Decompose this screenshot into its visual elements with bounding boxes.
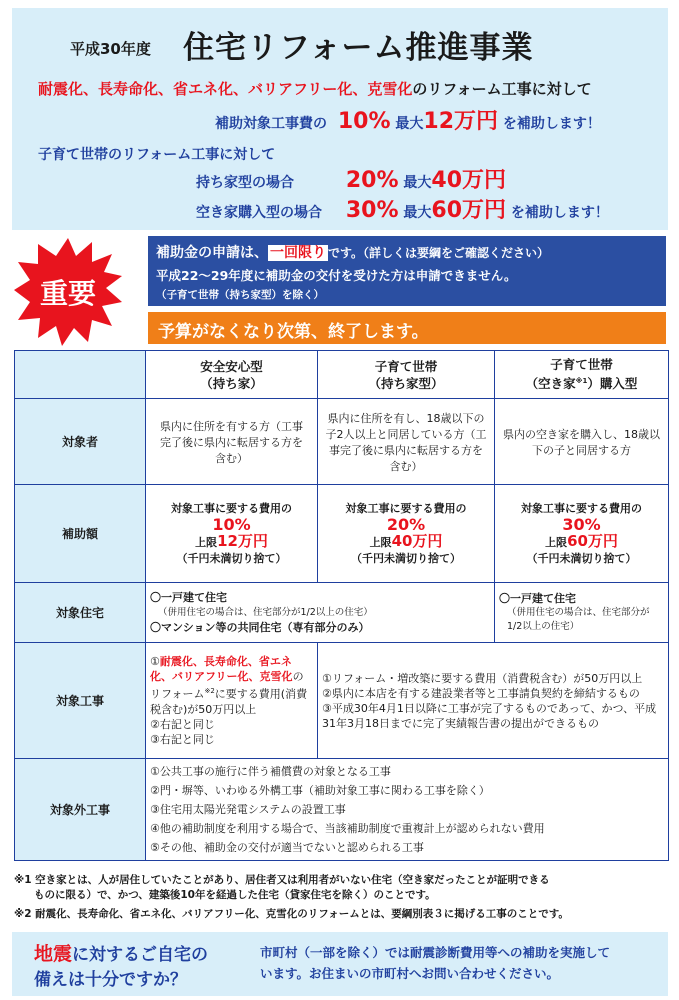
works-common: ①リフォーム・増改築に要する費用（消費税含む）が50万円以上 ②県内に本店を有する建設業者等と工事請負契約を締結するもの ③平成30年4月1日以降に工事が完了するものであって、かつ、平成31年3月18日までに完了実績報告書の提出ができるもの — [318, 643, 669, 759]
row-label-excluded: 対象外工事 — [15, 759, 146, 861]
fiscal-year-label: 平成30年度 — [70, 40, 151, 58]
excluded-works: ①公共工事の施行に伴う補償費の対象となる工事 ②門・塀等、いわゆる外構工事（補助対象工事に関わる工事を除く） ③住宅用太陽光発電システムの設置工事 ④他の補助制度を利用する場合で、当該補助制度で重複計上が認められない費用 ⑤その他、補助金の交付が適当でないと認められる工事 — [146, 759, 669, 861]
page-title: 住宅リフォーム推進事業 — [183, 30, 534, 66]
intro-line-childcare: 子育て世帯のリフォーム工事に対して — [38, 147, 276, 163]
eligible-owned: 県内に住所を有し、18歳以下の子2人以上と同居している方（工事完了後に県内に転居する方を含む） — [318, 399, 495, 485]
once-only: 一回限り — [270, 245, 326, 261]
rate-general: 10% — [337, 109, 391, 134]
eligible-safety: 県内に住所を有する方（工事完了後に県内に転居する方を含む） — [146, 399, 318, 485]
table-row-housing — [15, 583, 669, 643]
amount-owned: 対象工事に要する費用の 20% 上限40万円 （千円未満切り捨て） — [318, 485, 495, 583]
footnote-2: ※2 耐震化、長寿命化、省エネ化、バリアフリー化、克雪化のリフォームとは、要綱別表３に掲げる工事のことです。 — [14, 908, 569, 920]
table-corner — [15, 351, 146, 399]
notice-line-3: （子育て世帯（持ち家型）を除く） — [156, 289, 324, 301]
housing-owned-types: 〇一戸建て住宅 （併用住宅の場合は、住宅部分が1/2以上の住宅） 〇マンション等の共同住宅（専有部分のみ） — [146, 583, 495, 643]
row-label-eligible: 対象者 — [15, 399, 146, 485]
row-label-works: 対象工事 — [15, 643, 146, 759]
program-table — [14, 350, 669, 861]
seismic-info-2: います。お住まいの市町村へお問い合わせください。 — [260, 966, 560, 981]
rate-owned: 20% — [345, 168, 399, 193]
row-label-housing: 対象住宅 — [15, 583, 146, 643]
subsidy-line-owned: 持ち家型の場合 20% 最大40万円 — [196, 168, 507, 193]
notice-line-2: 平成22～29年度に補助金の交付を受けた方は申請できません。 — [156, 268, 517, 283]
budget-notice: 予算がなくなり次第、終了します。 — [148, 312, 666, 344]
row-label-amount: 補助額 — [15, 485, 146, 583]
col-header-childcare-vacant: 子育て世帯 （空き家$^{※1}$）購入型 — [495, 351, 669, 399]
seismic-info-1: 市町村（一部を除く）では耐震診断費用等への補助を実施して — [260, 945, 611, 960]
amount-safety: 対象工事に要する費用の 10% 上限12万円 （千円未満切り捨て） — [146, 485, 318, 583]
table-row-works — [15, 643, 669, 759]
important-notice — [148, 236, 666, 306]
table-header-row — [15, 351, 669, 399]
max-general: 12万円 — [423, 109, 499, 134]
footnote-1-line-1: ※1 空き家とは、人が居住していたことがあり、居住者又は利用者がいない住宅（空き家だったことが証明できる — [14, 874, 550, 886]
subsidy-line-vacant: 空き家購入型の場合 30% 最大60万円 を補助します！ — [196, 198, 609, 223]
eligible-vacant: 県内の空き家を購入し、18歳以下の子と同居する方 — [495, 399, 669, 485]
earthquake-question-2: 備えは十分ですか？ — [34, 970, 187, 990]
amount-vacant: 対象工事に要する費用の 30% 上限60万円 （千円未満切り捨て） — [495, 485, 669, 583]
rate-vacant: 30% — [345, 198, 399, 223]
max-vacant: 60万円 — [431, 198, 507, 223]
subsidy-line-general: 補助対象工事費の 10% 最大12万円 を補助します！ — [215, 109, 601, 134]
earthquake-question-1: 地震に対するご自宅の — [34, 943, 209, 965]
table-row-amount — [15, 485, 669, 583]
reform-types: 耐震化、長寿命化、省エネ化、バリアフリー化、克雪化 — [38, 80, 413, 98]
max-owned: 40万円 — [431, 168, 507, 193]
col-header-safety: 安全安心型 （持ち家） — [146, 351, 318, 399]
works-safety: ①耐震化、長寿命化、省エネ化、バリアフリー化、克雪化のリフォーム$^{※2}$に要する費用(消費税含む)が50万円以上 ②右記と同じ ③右記と同じ — [146, 643, 318, 759]
intro-line-1: 耐震化、長寿命化、省エネ化、バリアフリー化、克雪化のリフォーム工事に対して — [38, 80, 592, 98]
col-header-childcare-owned: 子育て世帯 （持ち家型） — [318, 351, 495, 399]
housing-vacant-types: 〇一戸建て住宅 （併用住宅の場合は、住宅部分が1/2以上の住宅） — [495, 583, 669, 643]
notice-line-1: 補助金の申請は、 一回限り です。（詳しくは要綱をご確認ください） — [156, 245, 550, 261]
table-row-eligible — [15, 399, 669, 485]
important-badge: 重要 — [39, 277, 96, 310]
table-row-excluded — [15, 759, 669, 861]
footnote-1-line-2: ものに限る）で、かつ、建築後10年を経過した住宅（貸家住宅を除く）のことです。 — [34, 889, 436, 901]
